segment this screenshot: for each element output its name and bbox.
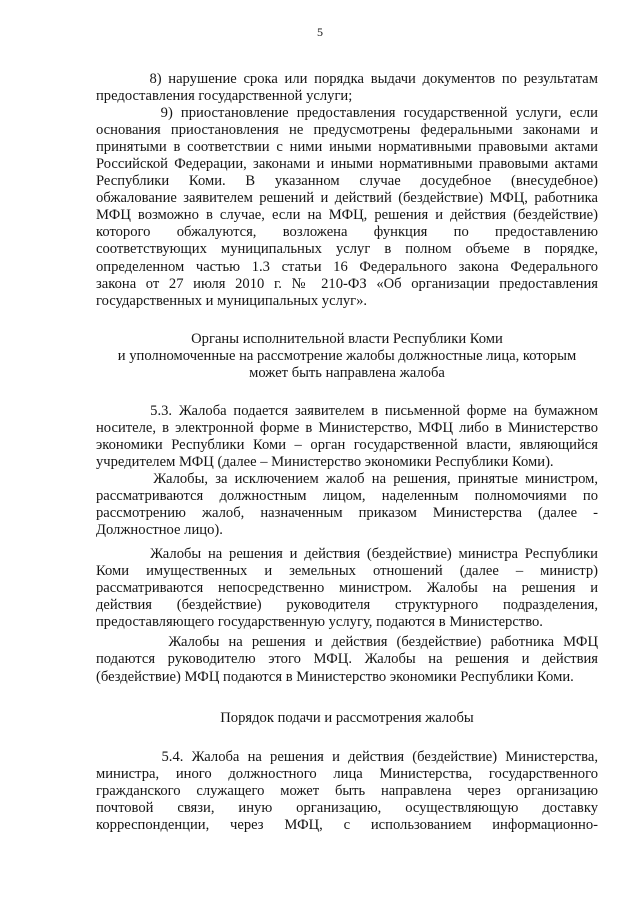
text-line: Жалобы на решения и действия (бездействие) работника МФЦ <box>96 634 598 651</box>
text-line: Должностное лицо). <box>96 522 223 539</box>
paragraph-complaints-minister <box>96 546 598 631</box>
text-line: носителе, в электронной форме в Министерство, МФЦ либо в Министерство <box>96 419 598 436</box>
text-line: гражданского служащего может быть направлена через организацию <box>96 782 598 799</box>
text-line: рассматриваются непосредственно министром. Жалобы на решения и <box>96 580 598 597</box>
text-line: учредителем МФЦ (далее – Министерство экономики Республики Коми). <box>96 453 554 470</box>
heading-line: Порядок подачи и рассмотрения жалобы <box>220 709 474 726</box>
heading-line: Органы исполнительной власти Республики Коми <box>191 330 503 347</box>
text-line: государственных и муниципальных услуг». <box>96 292 368 309</box>
text-line: обжалование заявителем решений и действий (бездействие) МФЦ, работника <box>96 190 598 207</box>
paragraph-5-3 <box>96 403 598 471</box>
text-line: предоставления государственной услуги; <box>96 88 353 105</box>
paragraph-item-8 <box>96 71 598 105</box>
text-line: почтовой связи, иную организацию, осуществляющую доставку <box>96 799 598 816</box>
text-line: корреспонденции, через МФЦ, с использованием информационно- <box>96 816 598 833</box>
text-line: 9) приостановление предоставления государственной услуги, если <box>96 105 598 122</box>
text-line: предоставляющего государственную услугу, подаются в Министерство. <box>96 614 543 631</box>
text-line: Коми имущественных и земельных отношений (далее – министр) <box>96 563 598 580</box>
text-line: экономики Республики Коми – орган государственной власти, являющийся <box>96 436 598 453</box>
text-line: Жалобы на решения и действия (бездействие) министра Республики <box>96 546 598 563</box>
text-line: Республики Коми. В указанном случае досудебное (внесудебное) <box>96 173 598 190</box>
text-line: 8) нарушение срока или порядка выдачи документов по результатам <box>96 71 598 87</box>
text-line: которого обжалуются, возложена функция по предоставлению <box>96 224 598 241</box>
section-heading-procedure <box>96 710 598 727</box>
text-line: Российской Федерации, законами и иными нормативными правовыми актами <box>96 156 598 173</box>
paragraph-complaints-official <box>96 471 598 539</box>
text-line: подаются руководителю этого МФЦ. Жалобы на решения и действия <box>96 651 598 668</box>
document-body <box>96 71 598 834</box>
heading-line: может быть направлена жалоба <box>249 364 445 381</box>
text-line: основания приостановления не предусмотрены федеральными законами и <box>96 122 598 139</box>
text-line: определенном частью 1.3 статьи 16 Федерального закона Федерального <box>96 258 598 275</box>
heading-line: и уполномоченные на рассмотрение жалобы должностные лица, которым <box>117 347 577 364</box>
text-line: (бездействие) МФЦ подаются в Министерство экономики Республики Коми. <box>96 668 574 685</box>
text-line: соответствующих муниципальных услуг в полном объеме в порядке, <box>96 241 598 258</box>
paragraph-5-4 <box>96 749 598 834</box>
paragraph-item-9 <box>96 105 598 310</box>
section-heading-complaint-bodies <box>96 331 598 382</box>
text-line: действия (бездействие) руководителя структурного подразделения, <box>96 597 598 614</box>
text-line: принятыми в соответствии с ними иными нормативными правовыми актами <box>96 139 598 156</box>
text-line: 5.3. Жалоба подается заявителем в письменной форме на бумажном <box>96 402 598 419</box>
text-line: рассматриваются должностным лицом, наделенным полномочиями по <box>96 488 598 505</box>
text-line: рассмотрению жалоб, назначенным приказом Министерства (далее - <box>96 505 598 522</box>
text-line: министра, иного должностного лица Министерства, государственного <box>96 765 598 782</box>
paragraph-complaints-mfc <box>96 634 598 685</box>
text-line: Жалобы, за исключением жалоб на решения, принятые министром, <box>96 470 598 487</box>
page-number: 5 <box>317 25 323 39</box>
text-line: 5.4. Жалоба на решения и действия (бездействие) Министерства, <box>96 748 598 765</box>
text-line: МФЦ возможно в случае, если на МФЦ, решения и действия (бездействие) <box>96 207 598 224</box>
text-line: закона от 27 июля 2010 г. № 210-ФЗ «Об организации предоставления <box>96 275 598 292</box>
